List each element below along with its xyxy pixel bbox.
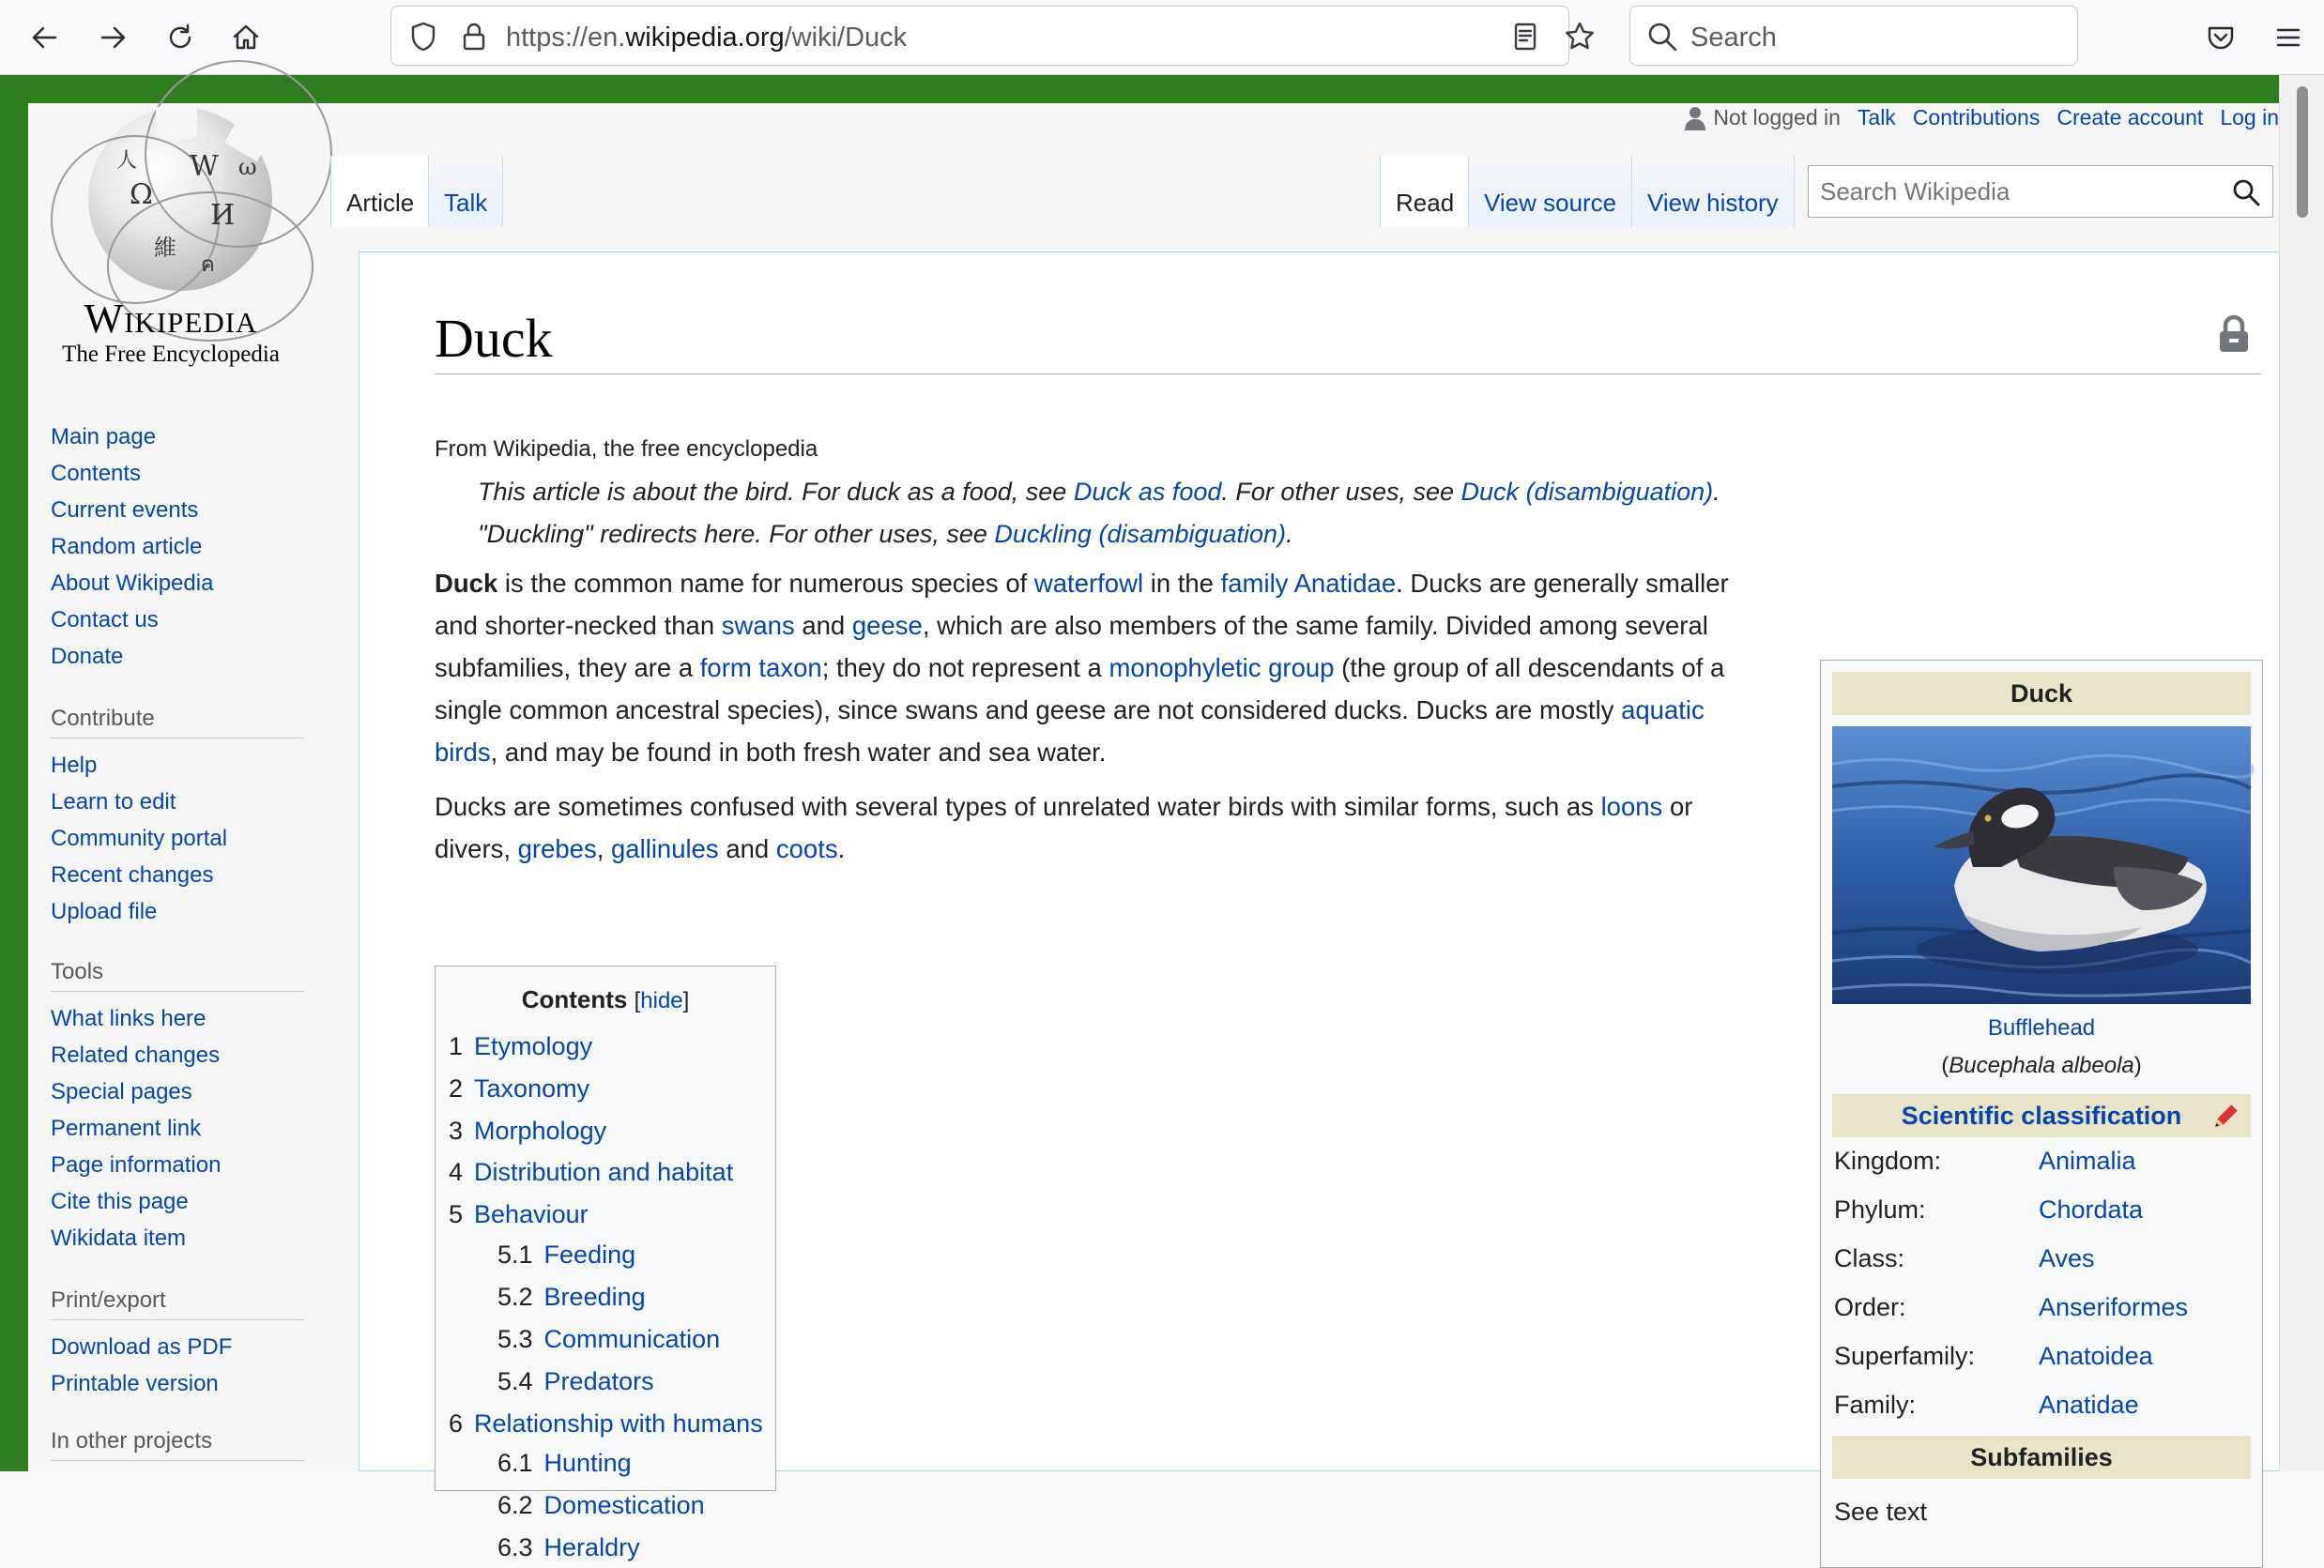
url-bar[interactable] <box>390 6 1569 66</box>
toc-item[interactable]: 5.2 Breeding <box>497 1283 646 1311</box>
lock-icon[interactable] <box>457 20 491 53</box>
edit-pencil-icon[interactable] <box>2211 1101 2241 1131</box>
protected-lock-icon[interactable] <box>2218 314 2250 354</box>
bufflehead-photo[interactable] <box>1832 726 2251 1004</box>
sidebar-item-donate[interactable]: Donate <box>51 644 124 669</box>
log-in-link[interactable]: Log in <box>2220 105 2279 129</box>
sidebar-item-recent-changes[interactable]: Recent changes <box>51 862 214 888</box>
sidebar-item-wikidata-item[interactable]: Wikidata item <box>51 1225 187 1251</box>
monophyletic-group-link[interactable]: monophyletic group <box>1108 653 1335 682</box>
page-title <box>435 307 2261 374</box>
hatnote-duckling: "Duckling" redirects here. For other uses, see Duckling (disambiguation). <box>478 520 1293 548</box>
second-paragraph: Ducks are sometimes confused with several types of unrelated water birds with similar forms, such as loons or divers, grebes, gallinules and coots. <box>435 792 1693 863</box>
browser-search-bar[interactable] <box>1629 6 2078 66</box>
loons-link[interactable]: loons <box>1600 792 1663 821</box>
search-icon <box>1645 20 1679 53</box>
sidebar-item-download-pdf[interactable]: Download as PDF <box>51 1334 233 1360</box>
sidebar-item-contents[interactable]: Contents <box>51 461 142 486</box>
tab-article[interactable]: Article <box>330 156 430 227</box>
tab-read[interactable]: Read <box>1380 156 1470 227</box>
intro-paragraph: Duck is the common name for numerous species of waterfowl in the family Anatidae. Ducks are generally smaller and shorter-necked than swans and geese, which are also members of the same family. Divided among several subfamilies, they are a form taxon; they do not represent a monophyletic group (the group of all descendants of a single common ancestral species), since swans and geese are not considered ducks. Ducks are mostly aquatic birds, and may be found in both fresh water and sea water. <box>435 569 1729 767</box>
table-of-contents <box>435 966 776 1561</box>
personal-tools <box>1668 105 2279 130</box>
sidebar-item-what-links-here[interactable]: What links here <box>51 1006 206 1031</box>
bookmark-star-icon[interactable] <box>1563 20 1597 53</box>
sidebar-tools <box>51 1000 221 1256</box>
toc-item[interactable]: 5 Behaviour <box>449 1200 589 1228</box>
toc-item[interactable]: 6 Relationship with humans <box>449 1409 763 1438</box>
pocket-icon[interactable] <box>2200 17 2241 58</box>
sidebar-item-learn-to-edit[interactable]: Learn to edit <box>51 789 176 814</box>
sidebar-heading-tools: Tools <box>51 959 304 992</box>
taxobox: Duck Bufflehead (Bucephala albeola) Scientific classification Kingdom: Animalia Phylum: Chordata Class: Aves Order: Anseriformes Superfamily: Anatoidea Family: Anatidae Subfamilies See text <box>1820 660 2263 1568</box>
toc-item[interactable]: 5.3 Communication <box>497 1325 721 1353</box>
shield-icon[interactable] <box>406 20 440 53</box>
sidebar-navigation <box>51 419 213 675</box>
hatnote: This article is about the bird. For duck as a food, see Duck as food. For other uses, see Duck (disambiguation). <box>478 478 1720 506</box>
not-logged-in-status <box>1685 105 1841 130</box>
scientific-classification-header[interactable] <box>1832 1094 2251 1137</box>
wikipedia-wordmark: Wikipedia <box>84 296 258 342</box>
globe-icon: Ω W И 維 ω 人 ค <box>88 107 272 291</box>
browser-search-placeholder: Search <box>1690 23 1777 53</box>
toc-item[interactable]: 5.4 Predators <box>497 1367 654 1395</box>
sidebar-item-related-changes[interactable]: Related changes <box>51 1043 221 1068</box>
sidebar-heading-print-export: Print/export <box>51 1287 304 1320</box>
wikipedia-logo[interactable] <box>49 103 293 366</box>
forward-icon[interactable] <box>92 17 133 58</box>
contributions-link[interactable]: Contributions <box>1912 105 2041 129</box>
form-taxon-link[interactable]: form taxon <box>699 653 822 682</box>
gallinules-link[interactable]: gallinules <box>611 834 719 863</box>
page-title-text: Duck <box>435 308 553 369</box>
scientific-classification-link[interactable]: Scientific classification <box>1901 1102 2182 1130</box>
site-subtitle: From Wikipedia, the free encyclopedia <box>435 436 818 462</box>
wiki-search-input[interactable] <box>1808 165 2273 218</box>
toc-title: Contents [hide] <box>521 985 690 1013</box>
sidebar-item-contact-us[interactable]: Contact us <box>51 607 159 632</box>
sidebar-item-current-events[interactable]: Current events <box>51 497 199 523</box>
home-icon[interactable] <box>225 17 267 58</box>
toc-item[interactable]: 1 Etymology <box>449 1032 593 1060</box>
bufflehead-link[interactable]: Bufflehead <box>1987 1015 2096 1041</box>
sidebar-item-upload-file[interactable]: Upload file <box>51 899 158 924</box>
reload-icon[interactable] <box>160 17 201 58</box>
sidebar-item-cite-this-page[interactable]: Cite this page <box>51 1189 189 1214</box>
duckling-disambiguation-link[interactable]: Duckling (disambiguation) <box>994 520 1287 548</box>
tab-view-source[interactable]: View source <box>1468 156 1632 227</box>
talk-link[interactable]: Talk <box>1857 105 1896 129</box>
article-content <box>359 251 2279 1561</box>
toc-hide-toggle[interactable]: hide <box>640 988 683 1013</box>
infobox-title: Duck <box>1832 672 2251 715</box>
duck-image <box>1832 726 2251 1004</box>
sidebar-item-community-portal[interactable]: Community portal <box>51 826 228 851</box>
wikipedia-tagline: The Free Encyclopedia <box>62 342 280 367</box>
infobox-scientific-name: (Bucephala albeola) <box>1941 1053 2142 1078</box>
tab-view-history[interactable]: View history <box>1631 156 1795 227</box>
sidebar-heading-contribute: Contribute <box>51 706 304 738</box>
tab-talk[interactable]: Talk <box>428 156 503 227</box>
sidebar-item-printable-version[interactable]: Printable version <box>51 1371 219 1396</box>
sidebar-contribute <box>51 747 227 930</box>
coots-link[interactable]: coots <box>775 834 838 863</box>
aquatic-birds-link[interactable]: aquatic birds <box>435 695 1705 767</box>
anatidae-link[interactable]: Anatidae <box>1293 569 1397 598</box>
not-logged-in-label: Not logged in <box>1713 105 1841 129</box>
page-scrollbar[interactable] <box>2279 75 2324 1471</box>
grebes-link[interactable]: grebes <box>517 834 597 863</box>
waterfowl-link[interactable]: waterfowl <box>1033 569 1144 598</box>
url-text[interactable]: https://en.wikipedia.org/wiki/Duck <box>506 23 908 53</box>
subfamilies-header: Subfamilies <box>1832 1436 2251 1479</box>
duck-as-food-link[interactable]: Duck as food <box>1073 478 1222 506</box>
toc-item[interactable]: 5.1 Feeding <box>497 1241 636 1269</box>
sidebar-print-export <box>51 1329 232 1402</box>
create-account-link[interactable]: Create account <box>2056 105 2204 129</box>
menu-icon[interactable] <box>2268 17 2309 58</box>
wiki-search-placeholder: Search Wikipedia <box>1820 177 2011 206</box>
sidebar-heading-other-projects: In other projects <box>51 1428 304 1461</box>
geese-link[interactable]: geese <box>851 611 923 640</box>
duck-disambiguation-link[interactable]: Duck (disambiguation) <box>1460 478 1714 506</box>
sidebar-item-about-wikipedia[interactable]: About Wikipedia <box>51 571 214 596</box>
reader-view-icon[interactable] <box>1508 20 1542 53</box>
page-viewport <box>28 103 2279 1561</box>
sidebar-item-random-article[interactable]: Random article <box>51 534 203 559</box>
scrollbar-thumb[interactable] <box>2297 86 2308 218</box>
sidebar-item-special-pages[interactable]: Special pages <box>51 1079 192 1104</box>
swans-link[interactable]: swans <box>721 611 795 640</box>
user-icon <box>1685 106 1705 130</box>
toc-item[interactable]: 6.3 Heraldry <box>497 1533 640 1561</box>
toc-item[interactable]: 6.1 Hunting <box>497 1449 632 1477</box>
back-icon[interactable] <box>24 17 66 58</box>
sidebar-item-permanent-link[interactable]: Permanent link <box>51 1116 202 1141</box>
sidebar-item-main-page[interactable]: Main page <box>51 424 157 449</box>
search-icon[interactable] <box>2231 177 2261 207</box>
toc-item[interactable]: 2 Taxonomy <box>449 1074 590 1103</box>
family-link[interactable]: family <box>1220 569 1289 598</box>
toc-item[interactable]: 6.2 Domestication <box>497 1491 705 1519</box>
sidebar-item-page-information[interactable]: Page information <box>51 1152 222 1178</box>
sidebar-item-help[interactable]: Help <box>51 753 98 778</box>
browser-toolbar <box>0 0 2324 75</box>
window-frame <box>0 75 2324 1561</box>
toc-item[interactable]: 4 Distribution and habitat <box>449 1158 734 1186</box>
toc-item[interactable]: 3 Morphology <box>449 1117 607 1145</box>
